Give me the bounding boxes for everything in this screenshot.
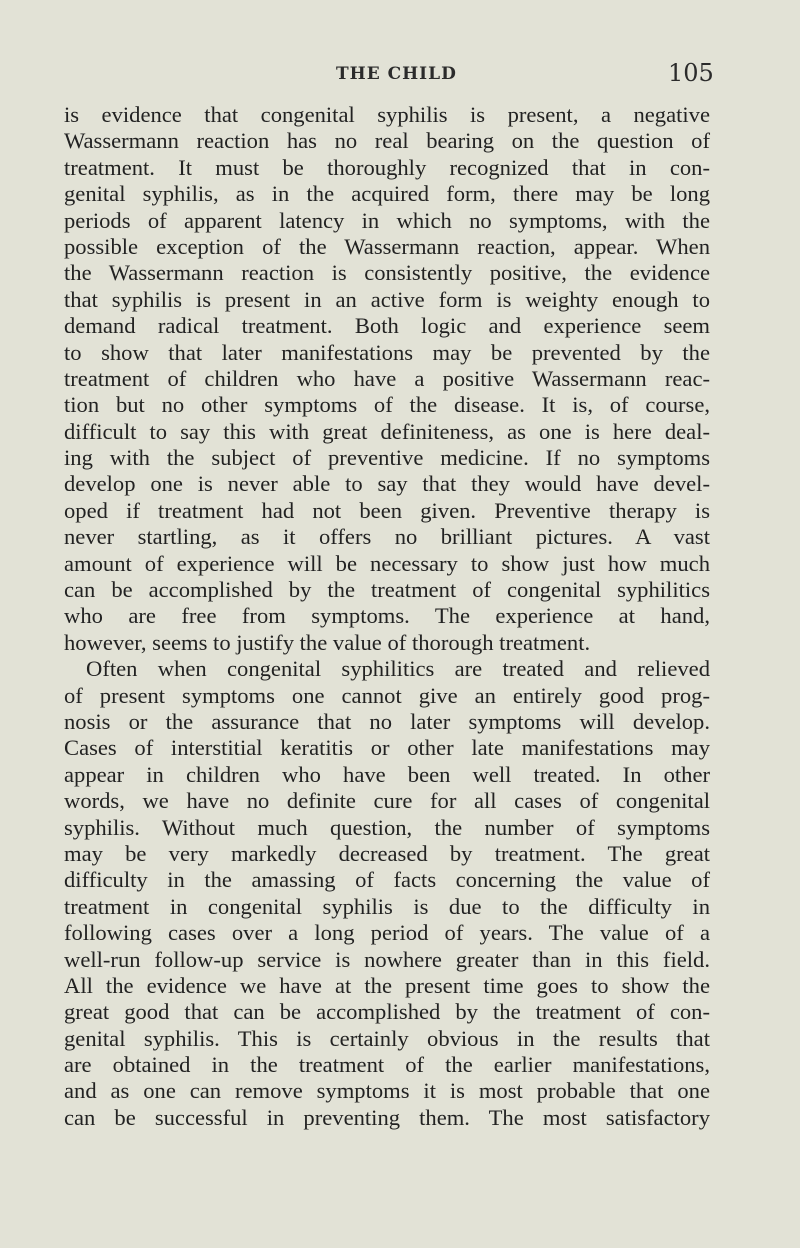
text-line: however, seems to justify the value of thorough treatment. <box>64 629 591 655</box>
text-line: syphilis. Without much question, the number of symptoms <box>64 814 710 840</box>
page-number: 105 <box>668 59 714 87</box>
text-line: who are free from symptoms. The experience at hand, <box>64 603 710 629</box>
text-line: develop one is never able to say that they would have devel- <box>64 471 710 497</box>
text-line: great good that can be accomplished by the treatment of con- <box>64 999 710 1025</box>
text-line: possible exception of the Wassermann reaction, appear. When <box>64 233 710 259</box>
text-line: appear in children who have been well treated. In other <box>64 761 710 787</box>
text-line: genital syphilis. This is certainly obvious in the results that <box>64 1025 710 1051</box>
body-text <box>64 102 710 1131</box>
text-line: the Wassermann reaction is consistently positive, the evidence <box>64 260 710 286</box>
text-line: amount of experience will be necessary to show just how much <box>64 550 710 576</box>
text-line: well-run follow-up service is nowhere greater than in this field. <box>64 946 710 972</box>
text-line: is evidence that congenital syphilis is present, a negative <box>64 102 710 127</box>
text-line: and as one can remove symptoms it is most probable that one <box>64 1078 710 1104</box>
text-line: may be very markedly decreased by treatment. The great <box>64 840 710 866</box>
text-line: that syphilis is present in an active form is weighty enough to <box>64 286 710 312</box>
text-line: never startling, as it offers no brilliant pictures. A vast <box>64 524 710 550</box>
text-line: can be accomplished by the treatment of congenital syphilitics <box>64 577 710 603</box>
text-line: are obtained in the treatment of the earlier manifestations, <box>64 1052 710 1078</box>
text-line: genital syphilis, as in the acquired form, there may be long <box>64 181 710 207</box>
text-line: treatment of children who have a positive Wassermann reac- <box>64 365 710 391</box>
text-line: demand radical treatment. Both logic and experience seem <box>64 313 710 339</box>
text-line: ing with the subject of preventive medicine. If no symptoms <box>64 445 710 471</box>
text-line: following cases over a long period of years. The value of a <box>64 920 710 946</box>
text-line: oped if treatment had not been given. Preventive therapy is <box>64 497 710 523</box>
text-line: tion but no other symptoms of the disease. It is, of course, <box>64 392 710 418</box>
running-head: THE CHILD <box>336 64 457 84</box>
text-line: difficulty in the amassing of facts concerning the value of <box>64 867 710 893</box>
text-line: to show that later manifestations may be prevented by the <box>64 339 710 365</box>
text-line: can be successful in preventing them. The most satisfactory <box>64 1104 710 1130</box>
text-line: Cases of interstitial keratitis or other late manifestations may <box>64 735 710 761</box>
text-line: words, we have no definite cure for all cases of congenital <box>64 788 710 814</box>
page-header <box>0 59 800 92</box>
text-line: nosis or the assurance that no later symptoms will develop. <box>64 708 710 734</box>
text-line: treatment in congenital syphilis is due to the difficulty in <box>64 893 710 919</box>
text-line: Often when congenital syphilitics are treated and relieved <box>86 656 710 682</box>
text-line: difficult to say this with great definiteness, as one is here deal- <box>64 418 710 444</box>
text-line: of present symptoms one cannot give an entirely good prog- <box>64 682 710 708</box>
text-line: periods of apparent latency in which no symptoms, with the <box>64 207 710 233</box>
text-line: All the evidence we have at the present time goes to show the <box>64 972 710 998</box>
text-line: treatment. It must be thoroughly recognized that in con- <box>64 154 710 180</box>
text-line: Wassermann reaction has no real bearing on the question of <box>64 128 710 154</box>
